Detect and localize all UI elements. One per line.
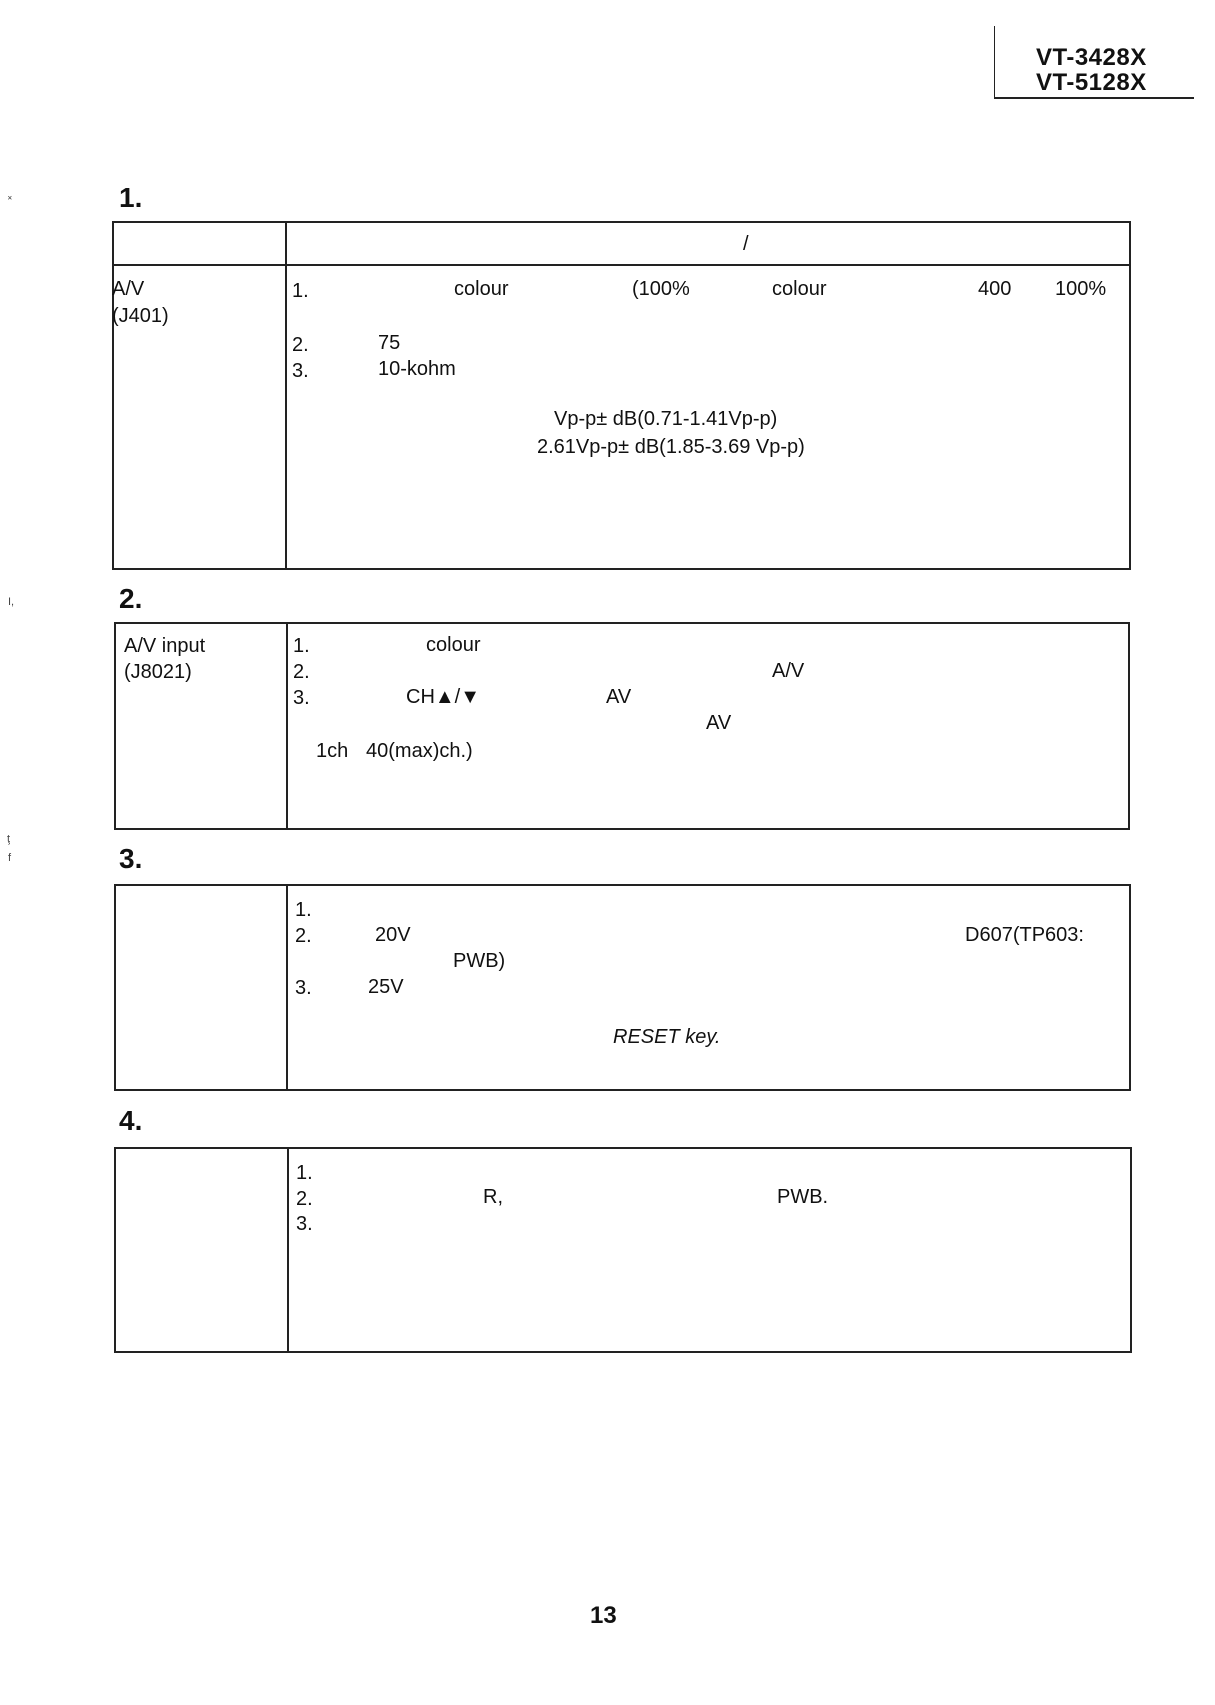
column-divider bbox=[286, 886, 288, 1089]
step-text: 10-kohm bbox=[378, 358, 456, 380]
step-text: 20V bbox=[375, 924, 411, 946]
header-underline bbox=[994, 97, 1194, 99]
stray-mark: f bbox=[8, 852, 12, 864]
column-divider bbox=[286, 624, 288, 828]
step-text: 40(max)ch.) bbox=[366, 740, 473, 762]
step-number: 3. bbox=[292, 360, 309, 382]
column-divider bbox=[285, 223, 287, 568]
step-number: 3. bbox=[295, 977, 312, 999]
step-text: colour bbox=[454, 278, 509, 300]
step-number: 2. bbox=[295, 925, 312, 947]
step-text: 100% bbox=[1055, 278, 1107, 300]
section-2-label-line2: (J8021) bbox=[124, 661, 192, 683]
step-text: PWB. bbox=[777, 1186, 829, 1208]
header-slash: / bbox=[743, 233, 749, 255]
reset-key-text: RESET key. bbox=[613, 1026, 721, 1048]
section-1-table bbox=[112, 221, 1131, 570]
model-header bbox=[994, 26, 1194, 98]
section-1-label-line2: (J401) bbox=[112, 305, 169, 327]
section-4-table bbox=[114, 1147, 1132, 1353]
section-2-number: 2. bbox=[119, 583, 143, 614]
step-number: 2. bbox=[293, 661, 310, 683]
step-text: AV bbox=[606, 686, 632, 708]
step-text: (100% bbox=[632, 278, 690, 300]
section-3-table bbox=[114, 884, 1131, 1091]
model-number-1: VT-3428X bbox=[1036, 44, 1147, 71]
spec-line-2: 2.61Vp-p± dB(1.85-3.69 Vp-p) bbox=[537, 436, 805, 458]
section-2-table bbox=[114, 622, 1130, 830]
section-4-number: 4. bbox=[119, 1105, 143, 1136]
step-number: 1. bbox=[293, 635, 310, 657]
header-divider-vertical bbox=[994, 26, 995, 98]
spec-line-1: Vp-p± dB(0.71-1.41Vp-p) bbox=[554, 408, 778, 430]
step-text: A/V bbox=[772, 660, 805, 682]
step-text: D607(TP603: bbox=[965, 924, 1084, 946]
step-text: CH▲/▼ bbox=[406, 686, 481, 708]
step-text: 75 bbox=[378, 332, 401, 354]
page-number: 13 bbox=[590, 1602, 617, 1629]
step-text: colour bbox=[426, 634, 481, 656]
section-2-label-line1: A/V input bbox=[124, 635, 206, 657]
column-divider bbox=[287, 1149, 289, 1351]
step-text: 1ch bbox=[316, 740, 349, 762]
step-text: colour bbox=[772, 278, 827, 300]
stray-mark: ˟ bbox=[8, 195, 12, 207]
step-number: 2. bbox=[296, 1188, 313, 1210]
step-number: 2. bbox=[292, 334, 309, 356]
step-text: AV bbox=[706, 712, 732, 734]
section-1-label-line1: A/V bbox=[112, 278, 145, 300]
step-text: 400 bbox=[978, 278, 1012, 300]
stray-mark: I, bbox=[8, 596, 15, 608]
section-1-number: 1. bbox=[119, 182, 143, 213]
header-row-divider bbox=[114, 264, 1129, 266]
step-number: 1. bbox=[296, 1162, 313, 1184]
step-number: 1. bbox=[295, 899, 312, 921]
step-text: PWB) bbox=[453, 950, 506, 972]
model-number-2: VT-5128X bbox=[1036, 69, 1147, 96]
step-number: 3. bbox=[293, 687, 310, 709]
step-number: 3. bbox=[296, 1213, 313, 1235]
step-text: R, bbox=[483, 1186, 503, 1208]
step-text: 25V bbox=[368, 976, 404, 998]
step-number: 1. bbox=[292, 280, 309, 302]
section-3-number: 3. bbox=[119, 843, 143, 874]
stray-mark: ţ bbox=[7, 833, 11, 845]
